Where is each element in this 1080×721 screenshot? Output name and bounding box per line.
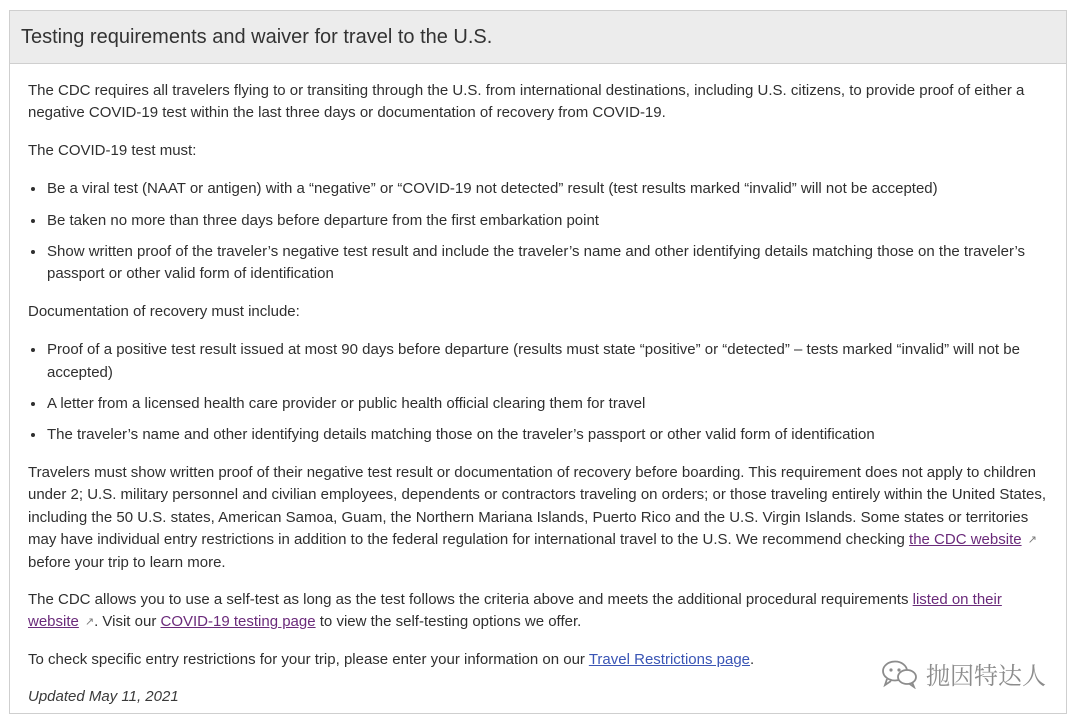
updated-date: Updated May 11, 2021 <box>28 688 179 706</box>
wechat-icon <box>880 659 920 689</box>
restrictions-after: . <box>750 650 755 668</box>
recovery-requirements-list <box>28 338 1048 447</box>
selftest-middle: . Visit our <box>94 613 157 631</box>
selftest-after: to view the self-testing options we offer. <box>319 613 582 631</box>
wechat-watermark <box>880 656 1046 691</box>
panel-header <box>10 11 1066 64</box>
travel-restrictions-link[interactable]: Travel Restrictions page <box>588 650 751 668</box>
test-heading: The COVID-19 test must: <box>28 141 197 159</box>
external-link-icon: ↗ <box>84 616 95 629</box>
travelers-text: Travelers must show written proof of their negative test result or documentation of recovery before boarding. This requirement does not apply to children under 2; U.S. military personnel and civilian employees, dependents or contractors traveling on orders; or those traveling entirely within the United States, including the 50 U.S. states, American Samoa, Guam, the Northern Mariana Islands, Puerto Rico and the U.S. Virgin Islands. Some states or territories may have individual entry restrictions in addition to the federal regulation for international travel to the U.S. We recommend checking <box>28 463 1047 549</box>
list-item: • Be a viral test (NAAT or antigen) with a “negative” or “COVID-19 not detected” result (test results marked “invalid” will not be accepted) <box>46 177 1048 200</box>
panel-body <box>10 64 1066 709</box>
list-item: • Show written proof of the traveler’s negative test result and include the traveler’s name and other identifying details matching those on the traveler’s passport or other valid form of identification <box>46 240 1048 286</box>
list-item: • Proof of a positive test result issued at most 90 days before departure (results must state “positive” or “detected” – tests marked “invalid” will not be accepted) <box>46 338 1048 384</box>
selftest-paragraph <box>28 589 1048 634</box>
watermark-text: 抛因特达人 <box>926 663 1046 690</box>
testing-requirements-panel <box>9 10 1067 714</box>
covid-testing-page-link[interactable]: COVID-19 testing page <box>160 613 316 631</box>
cdc-website-link[interactable]: the CDC website <box>909 531 1022 549</box>
panel-title: Testing requirements and waiver for travel to the U.S. <box>21 25 493 48</box>
travelers-paragraph <box>28 462 1048 574</box>
recovery-heading: Documentation of recovery must include: <box>28 302 300 320</box>
test-requirements-list <box>28 177 1048 286</box>
restrictions-text: To check specific entry restrictions for your trip, please enter your information on our <box>28 650 585 668</box>
intro-paragraph: The CDC requires all travelers flying to or transiting through the U.S. from international destinations, including U.S. citizens, to provide proof of either a negative COVID-19 test within the last three days or documentation of recovery from COVID-19. <box>28 82 1025 122</box>
list-item: • A letter from a licensed health care provider or public health official clearing them for travel <box>46 392 1048 415</box>
cdc-listed-link[interactable]: listed on their website <box>28 590 1002 631</box>
selftest-text: The CDC allows you to use a self-test as long as the test follows the criteria above and meets the additional procedural requirements <box>28 590 909 608</box>
list-item: • Be taken no more than three days before departure from the first embarkation point <box>46 209 1048 232</box>
list-item: • The traveler’s name and other identifying details matching those on the traveler’s passport or other valid form of identification <box>46 423 1048 446</box>
travelers-after: before your trip to learn more. <box>28 553 226 571</box>
external-link-icon: ↗ <box>1027 534 1037 547</box>
